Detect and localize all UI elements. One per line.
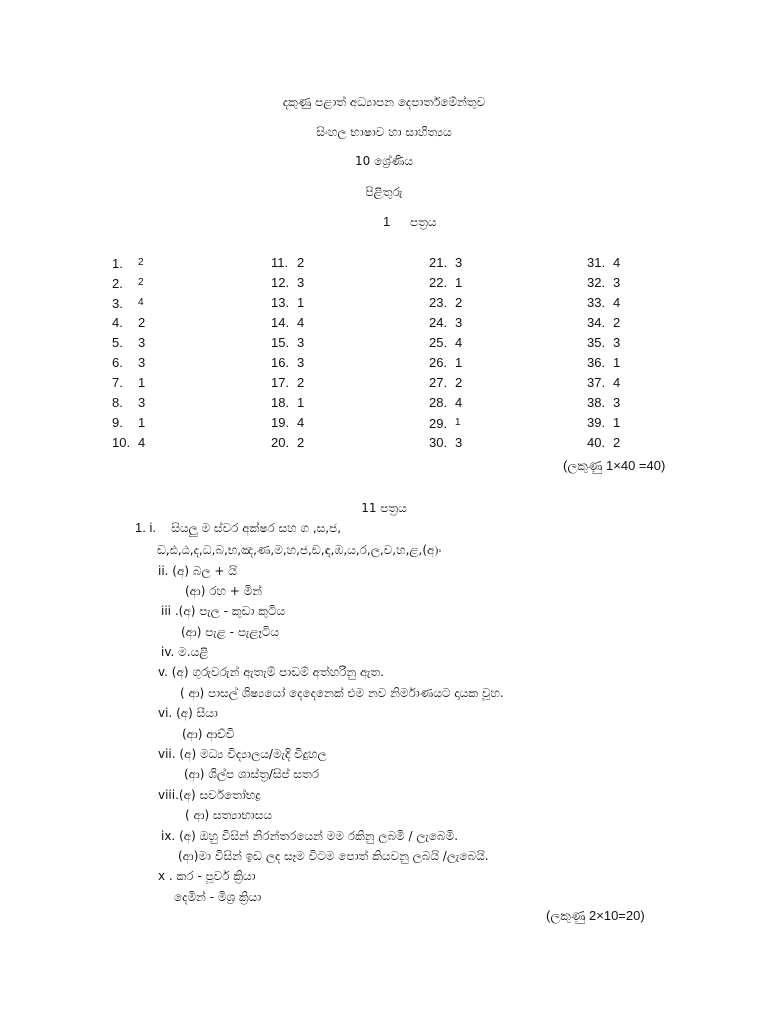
answer-row xyxy=(112,395,242,415)
answer-row xyxy=(587,295,717,315)
answer-row xyxy=(429,435,559,455)
question-number: 26. xyxy=(429,355,448,370)
answer-row xyxy=(271,375,401,395)
answer-value: 1 xyxy=(297,395,305,410)
answer-row xyxy=(429,275,559,295)
answer-column-1 xyxy=(112,255,242,455)
answer-value: 1 xyxy=(138,415,146,430)
answer-value: 4 xyxy=(138,435,146,450)
answer-value: 4 xyxy=(455,335,463,350)
answer-value: 3 xyxy=(138,335,146,350)
answer-value: 2 xyxy=(138,257,144,268)
answer-value: 4 xyxy=(455,395,463,410)
answer-value: 2 xyxy=(138,315,146,330)
answer-value: 1 xyxy=(455,417,461,428)
question-number: 5. xyxy=(112,335,123,350)
question-number: 20. xyxy=(271,435,290,450)
subject-title: සිංහල භාෂාව හා සාහිත්‍යය xyxy=(316,125,452,139)
question-number: 23. xyxy=(429,295,448,310)
answer-row xyxy=(587,275,717,295)
answer-column-2 xyxy=(271,255,401,455)
question-number: 17. xyxy=(271,375,290,390)
q1-ix-a: ix. (අ) ඔහු විසින් නිරන්තරයෙන් මම රකිනු ලබමි / ලැබෙමි. xyxy=(161,829,459,843)
answer-row xyxy=(587,415,717,435)
answer-row xyxy=(271,395,401,415)
answer-value: 2 xyxy=(455,375,463,390)
answer-value: 4 xyxy=(297,315,305,330)
question-number: 11. xyxy=(271,255,289,270)
question-number: 29. xyxy=(429,416,448,431)
question-number: 32. xyxy=(587,275,606,290)
answer-row xyxy=(429,375,559,395)
question-number: 21. xyxy=(429,255,448,270)
answer-row xyxy=(271,295,401,315)
answer-row xyxy=(587,315,717,335)
question-number: 6. xyxy=(112,355,123,370)
answer-row xyxy=(112,415,242,435)
question-number: 28. xyxy=(429,395,448,410)
paper2-marks: (ලකුණු 2×10=20) xyxy=(546,908,645,923)
question-number: 24. xyxy=(429,315,448,330)
question-number: 31. xyxy=(587,255,606,270)
answer-row xyxy=(429,295,559,315)
answer-value: 3 xyxy=(613,395,621,410)
answer-value: 3 xyxy=(613,335,621,350)
answer-row xyxy=(112,355,242,375)
answer-value: 2 xyxy=(138,277,144,288)
answer-row xyxy=(271,275,401,295)
answer-row xyxy=(587,395,717,415)
answer-row xyxy=(429,395,559,415)
answer-value: 1 xyxy=(455,275,463,290)
q1-v-a: v. (අ) ගුරුවරුන් ඇතැම් පාඩම් අත්හරිනු ඇත. xyxy=(158,665,384,679)
answer-value: 2 xyxy=(297,375,305,390)
answer-row xyxy=(271,355,401,375)
q1-vii-b: (ආ) ශිල්ප ශාස්ත්‍ර/සිප් සතර xyxy=(184,767,320,781)
answer-row xyxy=(587,335,717,355)
paper1-marks: (ලකුණු 1×40 =40) xyxy=(563,458,666,473)
answer-row xyxy=(271,315,401,335)
question-number: 37. xyxy=(587,375,606,390)
answer-row xyxy=(429,355,559,375)
paper1-number: 1 xyxy=(383,214,391,229)
question-number: 7. xyxy=(112,375,123,390)
answer-column-4 xyxy=(587,255,717,455)
question-number: 19. xyxy=(271,415,290,430)
question-number: 13. xyxy=(271,295,290,310)
answer-row xyxy=(587,355,717,375)
question-number: 15. xyxy=(271,335,290,350)
answer-value: 4 xyxy=(613,295,621,310)
answer-row xyxy=(429,255,559,275)
answer-value: 1 xyxy=(613,415,621,430)
question-number: 14. xyxy=(271,315,290,330)
paper2-title: 11 පත්‍රය xyxy=(361,501,407,515)
question-number: 27. xyxy=(429,375,448,390)
question-number: 10. xyxy=(112,435,131,450)
question-number: 16. xyxy=(271,355,290,370)
q1-vii-a: vii. (අ) මධ්‍ය විද්‍යාලය/මැදි විදුහල xyxy=(158,747,327,761)
answer-row xyxy=(587,375,717,395)
answer-value: 3 xyxy=(455,255,463,270)
answer-value: 3 xyxy=(297,275,305,290)
question-number: 30. xyxy=(429,435,448,450)
answer-row xyxy=(429,315,559,335)
answer-row xyxy=(429,415,559,435)
answer-value: 1 xyxy=(613,355,621,370)
answer-row xyxy=(112,295,242,315)
answers-title: පිළිතුරු xyxy=(365,185,403,199)
question-number: 36. xyxy=(587,355,606,370)
answer-row xyxy=(587,255,717,275)
question-number: 12. xyxy=(271,275,290,290)
answer-row xyxy=(112,335,242,355)
q1-iii-b: (ආ) පැළ - පැළෑටිය xyxy=(181,625,280,639)
q1-i-text: සියලු ම ස්වර අක්ෂර සහ ග ,ස,ජ, xyxy=(171,521,342,535)
question-number: 33. xyxy=(587,295,606,310)
answer-value: 1 xyxy=(297,295,305,310)
department-title: දකුණු පළාත් අධ්‍යාපන දෙපාර්තමේන්තුව xyxy=(282,95,486,109)
q1-i-line xyxy=(135,520,341,536)
question-number: 40. xyxy=(587,435,606,450)
paper1-label: පත්‍රය xyxy=(410,215,437,229)
q1-vi-a: vi. (අ) සීයා xyxy=(158,706,218,720)
answer-value: 2 xyxy=(297,435,305,450)
answer-row xyxy=(112,435,242,455)
answer-row xyxy=(112,375,242,395)
q1-v-b: ( ආ) පාසල් ශිෂ්‍යයෝ දෙදෙනෙක් එම නව නිර්මාණයට දායක වූහ. xyxy=(180,686,504,700)
answer-value: 4 xyxy=(297,415,305,430)
answer-value: 2 xyxy=(613,435,621,450)
q1-ix-b: (ආ)මා විසින් ඉඩ ලද සෑම විටම පොත් කියවනු ලබයි /ලැබෙයි. xyxy=(178,849,489,863)
q1-vi-b: (ආ) ආච්චි xyxy=(182,727,235,741)
answer-row xyxy=(429,335,559,355)
answer-row xyxy=(112,275,242,295)
answer-value: 4 xyxy=(613,255,621,270)
question-number: 35. xyxy=(587,335,606,350)
q1-x-a: x . කර - පූර්ව ක්‍රියා xyxy=(158,869,256,883)
q1-ii-b: (ආ) රහ + මින් xyxy=(185,584,262,598)
answer-row xyxy=(587,435,717,455)
answer-value: 1 xyxy=(455,355,463,370)
q1-iii-a: iii .(අ) පැල - කුඩා කුටිය xyxy=(161,604,286,618)
answer-value: 2 xyxy=(297,255,305,270)
question-number: 22. xyxy=(429,275,448,290)
answer-value: 4 xyxy=(613,375,621,390)
answer-value: 2 xyxy=(455,295,463,310)
question-number: 25. xyxy=(429,335,448,350)
answer-value: 3 xyxy=(455,315,463,330)
answer-row xyxy=(271,435,401,455)
question-number: 1. xyxy=(112,256,123,271)
answer-row xyxy=(112,315,242,335)
q1-number: 1. i. xyxy=(135,520,156,535)
answer-row xyxy=(271,255,401,275)
answer-row xyxy=(112,255,242,275)
question-number: 2. xyxy=(112,276,123,291)
q1-viii-b: ( ආ) සත්‍යාභාසය xyxy=(185,808,272,822)
answer-value: 3 xyxy=(297,335,305,350)
answer-value: 3 xyxy=(138,355,146,370)
answer-value: 1 xyxy=(138,375,146,390)
q1-iv: iv. ම.යළි xyxy=(161,645,209,659)
question-number: 18. xyxy=(271,395,290,410)
q1-x-b: දෙමින් - මිශ්‍ර ක්‍රියා xyxy=(174,890,262,904)
answer-value: 3 xyxy=(138,395,146,410)
q1-ii-a: ii. (අ) බල + යි xyxy=(158,564,237,578)
answer-value: 3 xyxy=(297,355,305,370)
q1-i-continuation: ඩ,ඪ,ඨ,ද,ධ,බ,භ,ඤ,ණ,ම,හ,ජ,ඞ,ඳ,ඹ,ය,ර,ල,ව,හ,ළ,(අ)ං xyxy=(157,543,442,557)
answer-value: 3 xyxy=(455,435,463,450)
question-number: 39. xyxy=(587,415,606,430)
answer-column-3 xyxy=(429,255,559,455)
paper1-heading xyxy=(0,214,768,232)
question-number: 3. xyxy=(112,296,123,311)
answer-value: 3 xyxy=(613,275,621,290)
question-number: 4. xyxy=(112,315,123,330)
answer-row xyxy=(271,335,401,355)
question-number: 38. xyxy=(587,395,606,410)
question-number: 9. xyxy=(112,415,123,430)
question-number: 8. xyxy=(112,395,123,410)
answer-row xyxy=(271,415,401,435)
grade-title: 10 ශ්‍රේණිය xyxy=(355,154,413,168)
question-number: 34. xyxy=(587,315,606,330)
answer-value: 2 xyxy=(613,315,621,330)
answer-value: 4 xyxy=(138,297,144,308)
q1-viii-a: viii.(අ) සර්වතෝභද්‍ර xyxy=(158,788,261,802)
